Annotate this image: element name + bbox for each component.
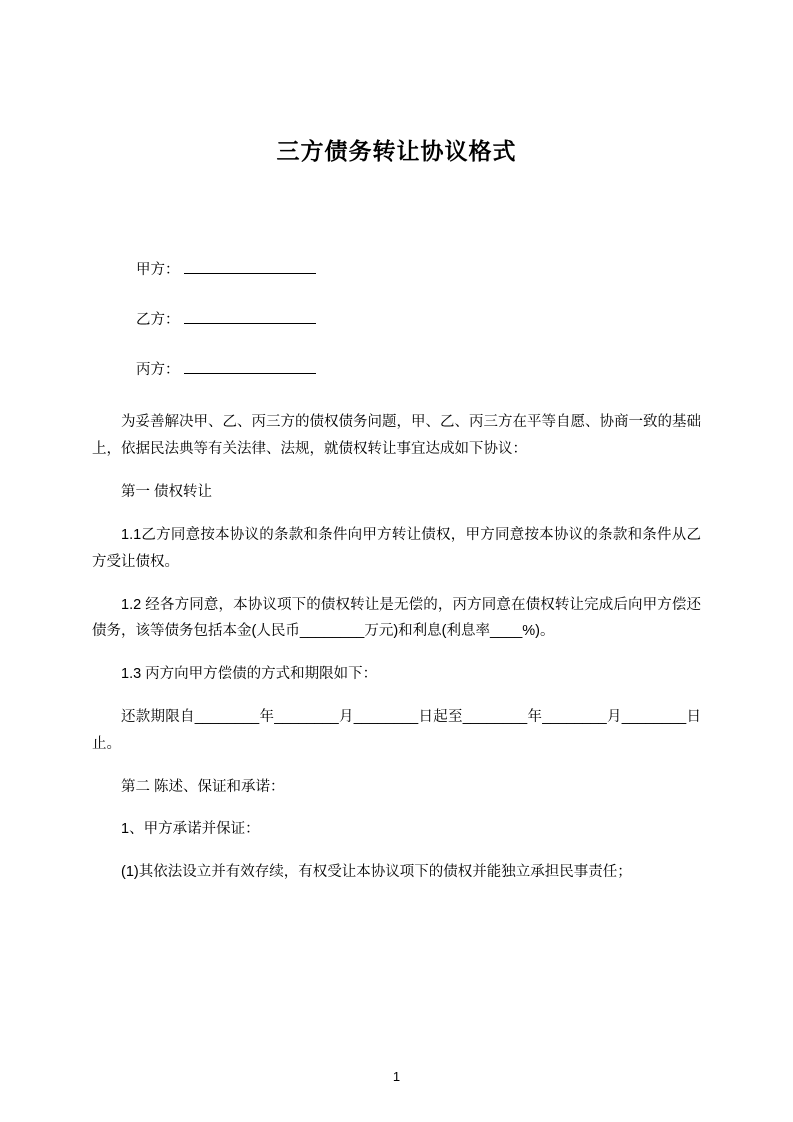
paragraph-1-1: 1.1乙方同意按本协议的条款和条件向甲方转让债权，甲方同意按本协议的条款和条件从乙方受让债权。 [92,526,701,570]
party-blank-bing[interactable] [184,359,316,374]
party-label-bing: 丙方： [136,362,180,379]
page-title: 三方债务转让协议格式 [276,138,517,164]
party-line-jia [92,259,701,282]
party-label-yi: 乙方： [136,312,180,329]
section-heading-1: 第一 债权转让 [121,484,213,501]
paragraph-1-2: 1.2 经各方同意，本协议项下的债权转让是无偿的，丙方同意在债权转让完成后向甲方偿还债务，该等债务包括本金(人民币________万元)和利息(利息率____%)。 [92,596,701,640]
party-blank-yi[interactable] [184,309,316,324]
party-block [92,259,701,383]
paragraph-repayment-term: 还款期限自________年________月________日起至________年________月________日止。 [92,708,701,752]
party-blank-jia[interactable] [184,259,316,274]
paragraph-preamble: 为妥善解决甲、乙、丙三方的债权债务问题，甲、乙、丙三方在平等自愿、协商一致的基础上，依据民法典等有关法律、法规，就债权转让事宜达成如下协议： [92,414,701,458]
paragraph-2-1: 1、甲方承诺并保证： [121,821,260,838]
paragraph-2-1-a: (1)其依法设立并有效存续，有权受让本协议项下的债权并能独立承担民事责任； [121,864,632,881]
page-number: 1 [392,1069,401,1084]
party-line-bing [92,359,701,382]
section-heading-2: 第二 陈述、保证和承诺： [121,778,285,795]
party-line-yi [92,309,701,332]
paragraph-1-3: 1.3 丙方向甲方偿债的方式和期限如下： [121,666,378,683]
party-label-jia: 甲方： [136,261,180,278]
